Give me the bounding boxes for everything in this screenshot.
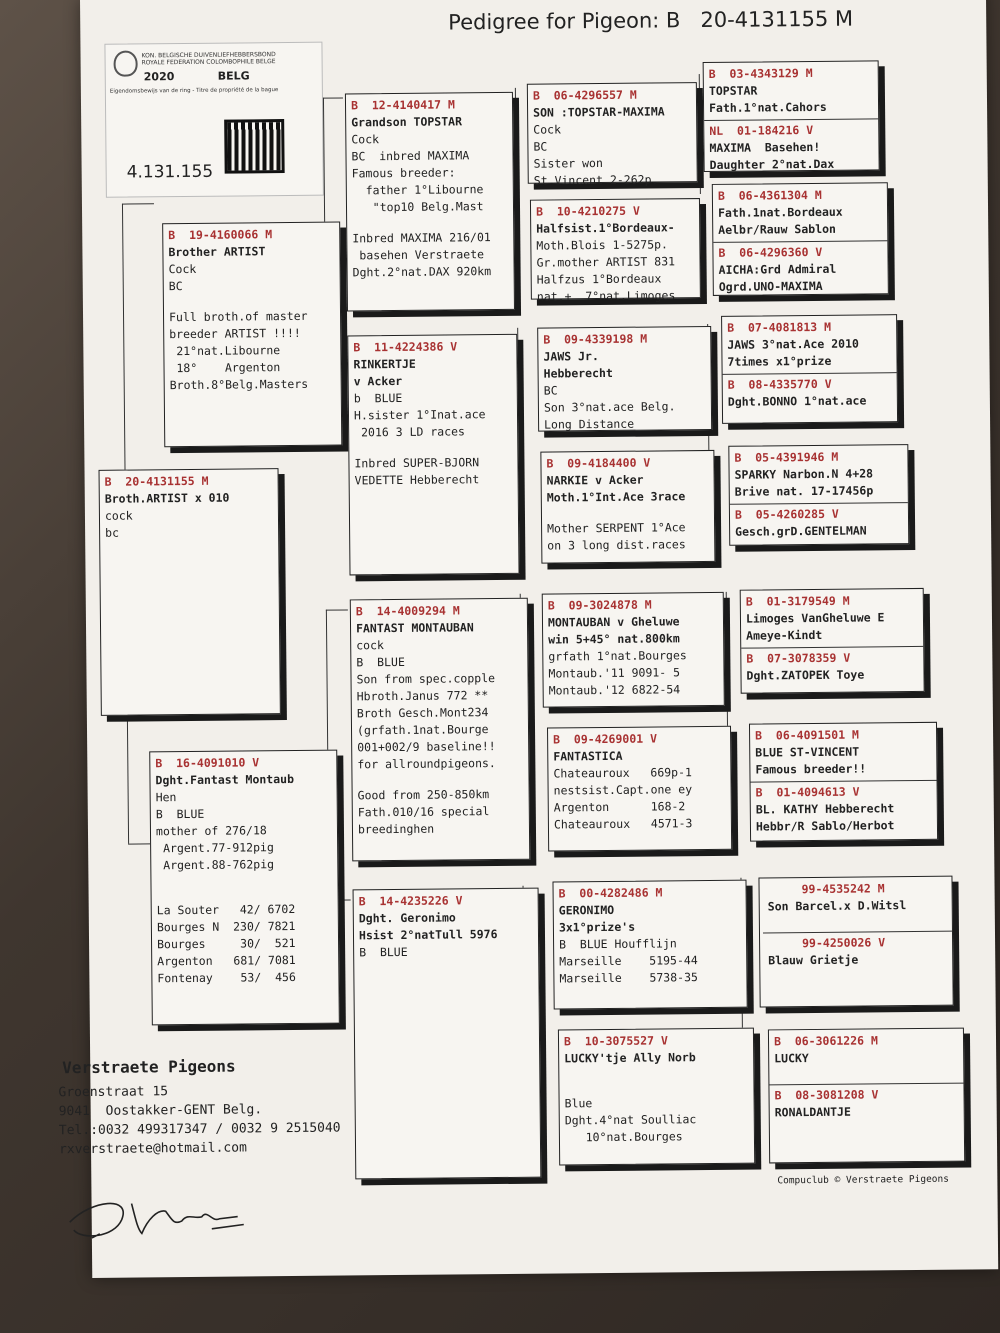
box-line: bc <box>105 525 120 540</box>
box-line: basehen Verstraete <box>352 247 485 263</box>
box-line: Cock <box>168 261 197 277</box>
org-line-1: KON. BELGISCHE DUIVENLIEFHEBBERSBOND <box>141 51 276 60</box>
box-line: Hebbr/R Sablo/Herbot <box>755 818 895 834</box>
federation-logo-icon <box>113 50 137 76</box>
result-line: Bourges N 230/ 7821 <box>156 918 296 935</box>
ring-number: B 06-4296360 V <box>718 244 823 260</box>
box-line: cock <box>356 638 384 653</box>
box-line: BC <box>533 139 548 154</box>
box-line: Hebberecht <box>543 365 613 381</box>
pigeon-name: AICHA:Grd Admiral <box>718 261 837 277</box>
ring-number: B 09-3024878 M <box>547 597 652 613</box>
pedigree-box-mfm <box>547 726 732 852</box>
box-line: Halfzus 1°Bordeaux <box>536 271 662 287</box>
box-line: Long Distance <box>544 416 635 432</box>
pigeon-name: FANTASTICA <box>553 748 623 764</box>
connector-line <box>515 88 517 208</box>
ring-certificate <box>104 42 323 198</box>
result-line: Fontenay 53/ 456 <box>157 969 296 986</box>
pigeon-name: MONTAUBAN v Gheluwe <box>547 614 680 630</box>
pigeon-name: BL. KATHY Hebberecht <box>755 801 895 817</box>
box-line: Full broth.of master <box>168 308 308 325</box>
box-line: cock <box>104 508 133 523</box>
connector-line <box>326 609 348 610</box>
breeder-name: Verstraete Pigeons <box>62 1056 236 1078</box>
ring-number: B 11-4224386 V <box>353 339 458 355</box>
breeder-street: Groenstraat 15 <box>58 1084 169 1101</box>
ring-number: B 03-4343129 M <box>708 65 813 81</box>
ring-country: BELG <box>217 69 250 83</box>
pigeon-name: Grandson TOPSTAR <box>351 114 463 130</box>
box-line: win 5+45° nat.800km <box>548 631 680 647</box>
box-line: (grfath.1nat.Bourge <box>356 722 489 738</box>
connector-line <box>128 843 150 844</box>
box-line: Ameye-Kindt <box>746 627 823 643</box>
result-line: La Souter 42/ 6702 <box>156 901 296 918</box>
connector-line <box>726 592 728 728</box>
box-line: Dght.2°nat.DAX 920km <box>352 264 492 280</box>
box-line: breedinghen <box>357 821 435 837</box>
spacer <box>768 914 947 930</box>
breeder-phone: Tel.:0032 499317347 / 0032 9 2515040 <box>58 1120 341 1139</box>
pedigree-box-fff <box>527 82 698 188</box>
ring-number: B 12-4140417 M <box>350 97 455 113</box>
pigeon-name: Dght.ZATOPEK Toye <box>746 667 865 683</box>
spacer <box>547 505 709 521</box>
connector-line <box>323 97 343 98</box>
ring-number: B 01-3179549 M <box>745 593 850 609</box>
ring-number: B 10-3075527 V <box>563 1033 668 1049</box>
ring-caption: Eigendomsbewijs van de ring - Titre de propriété de la bague <box>109 87 279 95</box>
box-line: Marseille 5738-35 <box>559 970 698 986</box>
box-line: b BLUE <box>353 390 403 406</box>
ring-number: B 06-4091501 M <box>755 727 860 743</box>
pedigree-box-maternal-grandmother <box>353 888 542 1180</box>
pedigree-pair-g5 <box>740 588 925 694</box>
ring-number: B 08-4335770 V <box>727 376 832 392</box>
box-line: BC <box>168 279 183 294</box>
result-line: Bourges 30/ 521 <box>157 935 296 952</box>
ring-number: B 09-4339198 M <box>543 331 648 347</box>
pigeon-name: Son Barcel.x D.Witsl <box>767 898 907 914</box>
pedigree-box-mother <box>149 750 340 1026</box>
box-line: Chateauroux 4571-3 <box>553 816 693 832</box>
ring-number: 99-4250026 V <box>802 935 886 951</box>
box-line: VEDETTE Hebberecht <box>354 472 480 488</box>
breeder-email: rxverstraete@hotmail.com <box>58 1140 247 1158</box>
box-line: B BLUE <box>359 944 408 960</box>
ring-number: B 05-4260285 V <box>734 506 839 522</box>
box-line: grfath 1°nat.Bourges <box>548 648 687 664</box>
box-line: Argent.88-762pig <box>156 857 275 873</box>
ring-number: B 08-3081208 V <box>774 1087 879 1103</box>
ring-number: B 14-4009294 M <box>355 603 460 619</box>
box-line: 10°nat.Bourges <box>564 1129 683 1145</box>
ring-number: B 20-4131155 M <box>104 473 209 489</box>
pedigree-box-paternal-grandmother <box>347 334 519 576</box>
pedigree-box-mmm <box>558 1028 755 1166</box>
pedigree-pair-g6 <box>749 722 938 842</box>
connector-line <box>699 74 701 194</box>
box-line: for allroundpigeons. <box>357 756 496 772</box>
box-line: nestsist.Capt.one ey <box>553 782 693 798</box>
pigeon-name: Halfsist.1°Bordeaux- <box>536 220 675 236</box>
pigeon-name: JAWS 3°nat.Ace 2010 <box>727 336 859 352</box>
ring-number: NL 01-184216 V <box>709 122 814 138</box>
pigeon-name: BLUE ST-VINCENT <box>755 744 860 760</box>
box-line: 7times x1°prize <box>727 353 832 369</box>
signature-icon <box>61 1188 252 1250</box>
pedigree-box-subject <box>99 468 281 716</box>
pedigree-box-fmm <box>540 450 715 564</box>
ring-number: 4.131.155 <box>126 161 214 183</box>
pigeon-name: Gesch.grD.GENTELMAN <box>735 523 867 539</box>
pigeon-name: Dght.BONNO 1°nat.ace <box>727 393 867 409</box>
ring-number: B 09-4184400 V <box>546 455 651 471</box>
pedigree-box-father <box>162 222 342 448</box>
box-line: on 3 long dist.races <box>547 537 686 553</box>
pedigree-pair-g7 <box>758 876 953 1008</box>
ring-number: 99-4535242 M <box>801 881 885 897</box>
ring-number: B 09-4269001 V <box>553 731 658 747</box>
box-line: Montaub.'12 6822-54 <box>548 682 681 698</box>
box-line: Inbred SUPER-BJORN <box>354 455 480 471</box>
box-line: nat.+ 7°nat.Limoges <box>536 288 676 304</box>
pigeon-name: RINKERTJE <box>353 356 416 372</box>
box-line: Son from spec.copple <box>356 671 496 687</box>
pigeon-name: NARKIE v Acker <box>546 472 644 488</box>
box-line: father 1°Libourne <box>351 182 484 198</box>
box-line: Dght.4°nat Soulliac <box>564 1112 697 1128</box>
pigeon-name: Limoges VanGheluwe E <box>745 610 885 626</box>
box-line: Inbred MAXIMA 216/01 <box>352 230 491 246</box>
result-line: Argenton 681/ 7081 <box>157 952 296 969</box>
box-line: Broth.8°Belg.Masters <box>169 376 309 393</box>
ring-number: B 01-4094613 V <box>755 784 860 800</box>
box-line: 001+002/9 baseline!! <box>357 739 496 755</box>
pedigree-sheet <box>58 0 998 1278</box>
box-line: Good from 250-850km <box>357 787 490 803</box>
pigeon-name: FANTAST MONTAUBAN <box>355 620 474 636</box>
box-line: Gr.mother ARTIST 831 <box>536 254 676 270</box>
pedigree-box-mff <box>542 592 725 708</box>
pigeon-name: Dght.Fantast Montaub <box>155 771 295 788</box>
pigeon-name: Fath.1nat.Bordeaux <box>718 204 843 220</box>
box-line: Son 3°nat.ace Belg. <box>543 399 676 415</box>
box-line: Ogrd.UNO-MAXIMA <box>718 278 823 294</box>
box-line: mother of 276/18 <box>155 823 267 839</box>
pigeon-name: GERONIMO <box>558 902 615 918</box>
pigeon-name: SON :TOPSTAR-MAXIMA <box>533 104 665 120</box>
box-line: St Vincent 2-262p. <box>533 172 659 188</box>
box-line: Blue <box>564 1096 593 1111</box>
pigeon-name: LUCKY'tje Ally Norb <box>564 1050 696 1066</box>
box-line: 3x1°prize's <box>558 919 636 935</box>
pigeon-name: TOPSTAR <box>708 83 758 98</box>
box-line: Fath.1°nat.Cahors <box>708 99 827 115</box>
qr-code-icon <box>224 119 285 174</box>
pigeon-name: SPARKY Narbon.N 4+28 <box>734 466 874 482</box>
box-line: Moth.Blois 1-5275p. <box>536 237 669 253</box>
spacer <box>354 440 512 456</box>
pedigree-pair-g2 <box>712 182 889 296</box>
box-line: Fath.010/16 special <box>357 804 490 820</box>
box-line: Argent.77-912pig <box>156 840 274 856</box>
box-line: Hen <box>155 790 177 805</box>
box-line: Mother SERPENT 1°Ace <box>547 520 686 536</box>
box-line: B BLUE Houfflijn <box>559 936 677 952</box>
footer-credit: Compuclub © Verstraete Pigeons <box>777 1173 950 1187</box>
ring-number: B 05-4391946 M <box>734 449 839 465</box>
box-line: Chateauroux 669p-1 <box>553 765 692 781</box>
pigeon-name: Broth.ARTIST x 010 <box>104 490 230 506</box>
box-line: BC inbred MAXIMA <box>351 148 470 164</box>
pedigree-box-maternal-grandfather <box>350 598 531 862</box>
breeder-city: 9041 Oostakker-GENT Belg. <box>58 1102 263 1120</box>
ring-number: B 00-4282486 M <box>558 885 663 901</box>
pigeon-name: Brother ARTIST <box>168 244 266 260</box>
ring-year: 2020 <box>143 70 175 84</box>
ring-number: B 06-3061226 M <box>773 1033 878 1049</box>
box-line: Hsist 2°natTull 5976 <box>358 927 498 943</box>
pedigree-pair-g8 <box>768 1028 965 1164</box>
pedigree-pair-g1 <box>703 60 880 172</box>
ring-number: B 06-4361304 M <box>717 187 822 203</box>
ring-number: B 19-4160066 M <box>168 227 273 243</box>
pedigree-box-ffm <box>530 198 701 304</box>
box-line: Moth.1°Int.Ace 3race <box>546 489 686 505</box>
box-line: Cock <box>351 132 380 147</box>
box-line: Cock <box>533 122 562 137</box>
box-line: Hbroth.Janus 772 ** <box>356 688 489 704</box>
box-line: v Acker <box>353 373 403 389</box>
box-line: Argenton 168-2 <box>553 799 686 815</box>
box-line: BC <box>543 383 558 398</box>
box-line: Famous breeder: <box>351 165 456 181</box>
ring-number: B 07-3078359 V <box>746 650 851 666</box>
box-line: H.sister 1°Inat.ace <box>353 407 486 423</box>
ring-number: B 06-4296557 M <box>532 87 637 103</box>
pigeon-name: LUCKY <box>774 1051 809 1066</box>
box-line: B BLUE <box>356 654 405 670</box>
pedigree-box-paternal-grandfather <box>345 92 515 312</box>
box-line: B BLUE <box>155 806 205 822</box>
box-line: Sister won <box>533 155 603 171</box>
box-line: "top10 Belg.Mast <box>351 199 484 215</box>
pigeon-name: JAWS Jr. <box>543 349 599 364</box>
box-line: Marseille 5195-44 <box>559 953 698 969</box>
ring-number: B 14-4235226 V <box>358 893 463 909</box>
pedigree-pair-g3 <box>721 314 898 424</box>
box-line: Broth Gesch.Mont234 <box>356 705 489 721</box>
box-line: Montaub.'11 9091- 5 <box>548 665 681 681</box>
org-line-2: ROYALE FEDERATION COLOMBOPHILE BELGE <box>141 58 276 67</box>
pedigree-pair-g4 <box>728 444 909 546</box>
ring-number: B 07-4081813 M <box>727 319 832 335</box>
box-line: Famous breeder!! <box>755 761 867 777</box>
connector-line <box>122 203 154 204</box>
box-line: Daughter 2°nat.Dax <box>709 156 835 172</box>
box-line: 21°nat.Libourne <box>169 343 281 359</box>
pigeon-name: Blauw Grietje <box>768 952 859 968</box>
box-line: 2016 3 LD races <box>354 424 466 440</box>
pigeon-name: MAXIMA Basehen! <box>709 139 821 155</box>
ring-number: B 10-4210275 V <box>535 203 640 219</box>
pedigree-box-fmf <box>537 326 712 432</box>
spacer <box>352 215 508 230</box>
ring-number: B 16-4091010 V <box>155 755 260 771</box>
box-line: breeder ARTIST !!!! <box>169 325 301 342</box>
pigeon-name: RONALDANTJE <box>774 1104 851 1120</box>
pigeon-name: Dght. Geronimo <box>358 910 456 926</box>
box-line: 18° Argenton <box>169 360 281 376</box>
spacer <box>774 1066 958 1082</box>
box-line: Brive nat. 17-17456p <box>734 483 874 499</box>
pedigree-box-mmf <box>552 880 747 1010</box>
page-title: Pedigree for Pigeon: B 20-4131155 M <box>448 6 854 35</box>
box-line: Aelbr/Rauw Sablon <box>718 221 837 237</box>
breeder-info <box>58 1056 341 1160</box>
